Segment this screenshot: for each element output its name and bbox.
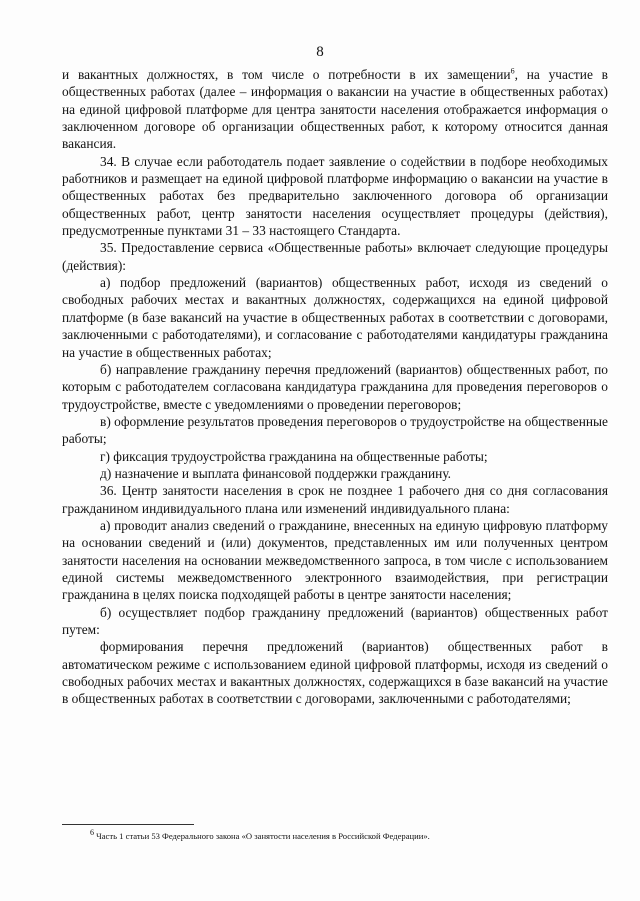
paragraph-text-tail: , на участие в общественных работах (далее – информация о вакансии на участие в общественных работах) на единой цифровой платформе для центра занятости населения отображается информация о заключенном договоре об организации общественных работ, к которому относится данная вакансия.	[62, 67, 608, 152]
paragraph-35-d: д) назначение и выплата финансовой поддержки гражданину.	[100, 465, 452, 481]
paragraph-35-v: в) оформление результатов проведения переговоров о трудоустройстве на общественные работы;	[62, 413, 608, 447]
paragraph-text: и вакантных должностях, в том числе о потребности в их замещении	[62, 67, 511, 82]
footnote-divider	[62, 824, 194, 825]
footnote	[90, 828, 610, 842]
paragraph-36-b-1: формирования перечня предложений (вариантов) общественных работ в автоматическом режиме с использованием единой цифровой платформы, исходя из сведений о свободных рабочих местах и вакантных должностях, содержащихся в базе вакансий на участие в общественных работах в соответствии с договорами, заключенными с работодателями;	[62, 639, 608, 707]
paragraph-36-b: б) осуществляет подбор гражданину предложений (вариантов) общественных работ путем:	[62, 604, 608, 637]
footnote-text: Часть 1 статьи 53 Федерального закона «О занятости населения в Российской Федерации».	[94, 831, 430, 841]
paragraph-36-a: а) проводит анализ сведений о гражданине, внесенных на единую цифровую платформу на основании сведений и (или) документов, представленных им или полученных центром занятости населения на основании межведомственного запроса, в том числе с использованием единой системы межведомственного электронного взаимодействия, при регистрации гражданина в целях поиска подходящей работы в центре занятости населения;	[62, 517, 608, 603]
footnote-reference: 6	[510, 66, 515, 76]
paragraph-35-a: а) подбор предложений (вариантов) общественных работ, исходя из сведений о свободных рабочих местах и вакантных должностях, содержащихся на единой цифровой платформе (в базе вакансий на участие в общественных работах в соответствии с договорами, заключенными с работодателями), и согласование с работодателями кандидатуры гражданина на участие в общественных работах;	[62, 275, 608, 360]
body-text	[62, 66, 608, 708]
paragraph-35-b: б) направление гражданину перечня предложений (вариантов) общественных работ, по которым с работодателем согласована кандидатура гражданина для проведения переговоров о трудоустройстве, вместе с уведомлениями о проведении переговоров;	[62, 361, 608, 412]
paragraph-item-35: 35. Предоставление сервиса «Общественные работы» включает следующие процедуры (действия):	[62, 240, 608, 273]
paragraph-item-36: 36. Центр занятости населения в срок не позднее 1 рабочего дня со дня согласования гражданином индивидуального плана или изменений индивидуального плана:	[62, 483, 608, 516]
paragraph-item-34: 34. В случае если работодатель подает заявление о содействии в подборе необходимых работников и размещает на единой цифровой платформе информацию о вакансии на участие в общественных работах без предварительно заключенного договора об организации общественных работ, центр занятости населения осуществляет процедуры (действия), предусмотренные пунктами 31 – 33 настоящего Стандарта.	[62, 153, 608, 239]
footnote-mark: 6	[90, 828, 94, 838]
page-number: 8	[316, 44, 324, 60]
paragraph-35-g: г) фиксация трудоустройства гражданина на общественные работы;	[100, 448, 488, 464]
paragraph-1	[62, 66, 608, 153]
